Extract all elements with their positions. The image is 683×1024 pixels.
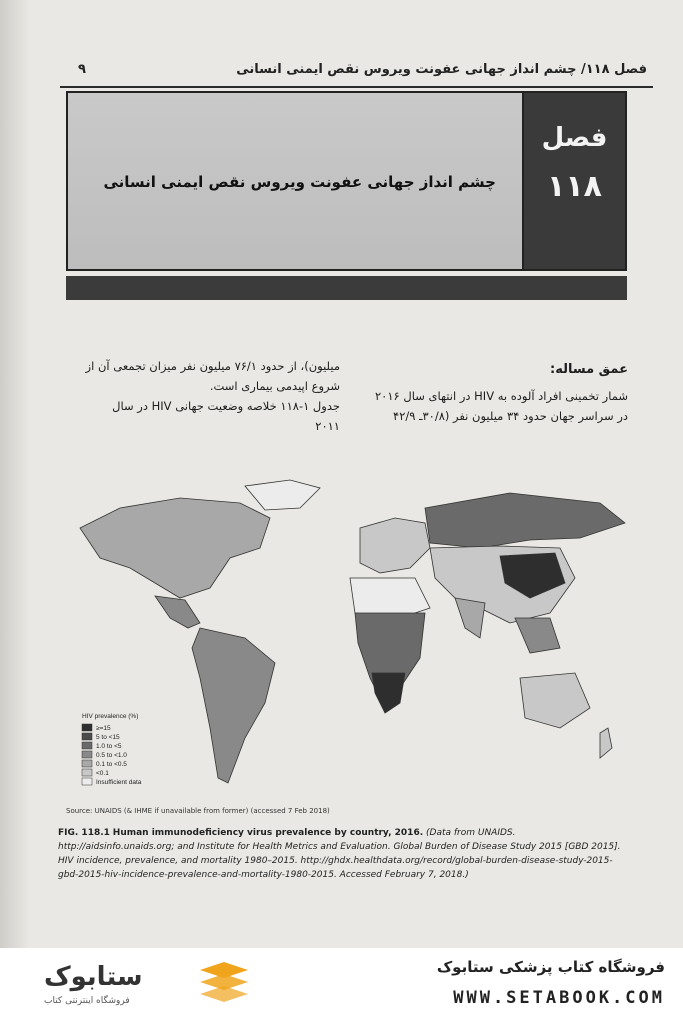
map-region-south-asia bbox=[455, 598, 485, 638]
chapter-number-box bbox=[522, 91, 627, 271]
map-region-greenland bbox=[245, 480, 320, 510]
map-region-russia bbox=[425, 493, 625, 548]
text-line: میلیون)، از حدود ۷۶/۱ میلیون نفر میزان تجمعی آن از bbox=[85, 359, 340, 373]
chapter-divider-bar bbox=[66, 276, 627, 300]
map-region-north-africa bbox=[350, 578, 430, 618]
store-logo-mark-icon bbox=[194, 960, 254, 1012]
chapter-heading: چشم انداز جهانی عفونت ویروس نقص ایمنی انسانی bbox=[103, 173, 496, 191]
store-name: فروشگاه کتاب پزشکی ستابوک bbox=[436, 958, 665, 976]
legend-swatch bbox=[82, 751, 92, 758]
legend-label: 0.1 to <0.5 bbox=[96, 761, 127, 768]
map-region-australia bbox=[520, 673, 590, 728]
store-logo-subtitle: فروشگاه اینترنتی کتاب bbox=[44, 996, 130, 1006]
map-source: Source: UNAIDS (& IHME if unavailable from former) (accessed 7 Feb 2018) bbox=[66, 807, 330, 815]
legend-swatch bbox=[82, 769, 92, 776]
chapter-word: فصل bbox=[541, 123, 608, 153]
right-text-column bbox=[352, 360, 628, 426]
legend-swatch bbox=[82, 742, 92, 749]
legend-label: 5 to <15 bbox=[96, 734, 120, 741]
legend-swatch bbox=[82, 724, 92, 731]
section-heading: عمق مساله: bbox=[550, 362, 628, 377]
figure-caption bbox=[58, 826, 630, 882]
chapter-banner bbox=[66, 91, 524, 271]
text-line: در سراسر جهان حدود ۳۴ میلیون نفر (۳۰/۸ـ ۴۲/۹ bbox=[393, 409, 628, 423]
text-line: ۲۰۱۱ bbox=[315, 419, 340, 433]
caption-title: Human immunodeficiency virus prevalence by country, 2016. bbox=[112, 828, 424, 838]
world-hiv-prevalence-map bbox=[60, 478, 632, 798]
left-text-column bbox=[60, 356, 340, 436]
map-region-new-zealand bbox=[600, 728, 612, 758]
store-url[interactable]: WWW.SETABOOK.COM bbox=[453, 988, 665, 1008]
legend-label: 1.0 to <5 bbox=[96, 743, 122, 750]
page-number: ۹ bbox=[78, 61, 86, 77]
page-gutter-shadow bbox=[0, 0, 30, 948]
map-region-south-america bbox=[192, 628, 275, 783]
legend-label: ≥=15 bbox=[96, 725, 111, 732]
caption-label: FIG. 118.1 bbox=[58, 828, 110, 838]
store-footer-banner bbox=[0, 948, 683, 1024]
caption-body: (Data from UNAIDS. http://aidsinfo.unaids.org; and Institute for Health Metrics and Evaluation. Global Burden of Disease Study 2015 [GBD 2015]. HIV incidence, prevalence, and mortality 1980–2015. http://ghdx.healthdata.org/record/global-burden-disease-study-2015-gbd-2015-hiv-incidence-prevalence-and-mortality-1980-2015. Accessed February 7, 2018.) bbox=[58, 828, 621, 880]
text-line: جدول ۱-۱۱۸ خلاصه وضعیت جهانی HIV در سال bbox=[112, 399, 340, 413]
map-region-europe bbox=[360, 518, 430, 573]
map-region-southern-africa bbox=[372, 673, 405, 713]
legend-swatch bbox=[82, 778, 92, 785]
map-region-se-asia bbox=[515, 618, 560, 653]
legend-swatch bbox=[82, 733, 92, 740]
legend-title: HIV prevalence (%) bbox=[82, 713, 139, 720]
map-legend bbox=[82, 713, 142, 786]
legend-label: Insufficient data bbox=[96, 779, 142, 786]
chapter-number: ۱۱۸ bbox=[547, 169, 602, 204]
running-head-title: فصل ۱۱۸/ چشم انداز جهانی عفونت ویروس نقص ایمنی انسانی bbox=[236, 61, 647, 77]
legend-swatch bbox=[82, 760, 92, 767]
map-region-central-america bbox=[155, 596, 200, 628]
legend-label: 0.5 to <1.0 bbox=[96, 752, 127, 759]
map-region-north-america bbox=[80, 498, 270, 598]
store-logo-text: ستابوک bbox=[44, 962, 143, 992]
legend-label: <0.1 bbox=[96, 770, 109, 777]
text-line: شروع اپیدمی بیماری است. bbox=[209, 379, 340, 393]
text-line: شمار تخمینی افراد آلوده به HIV در انتهای سال ۲۰۱۶ bbox=[374, 389, 628, 403]
running-head bbox=[60, 52, 653, 88]
